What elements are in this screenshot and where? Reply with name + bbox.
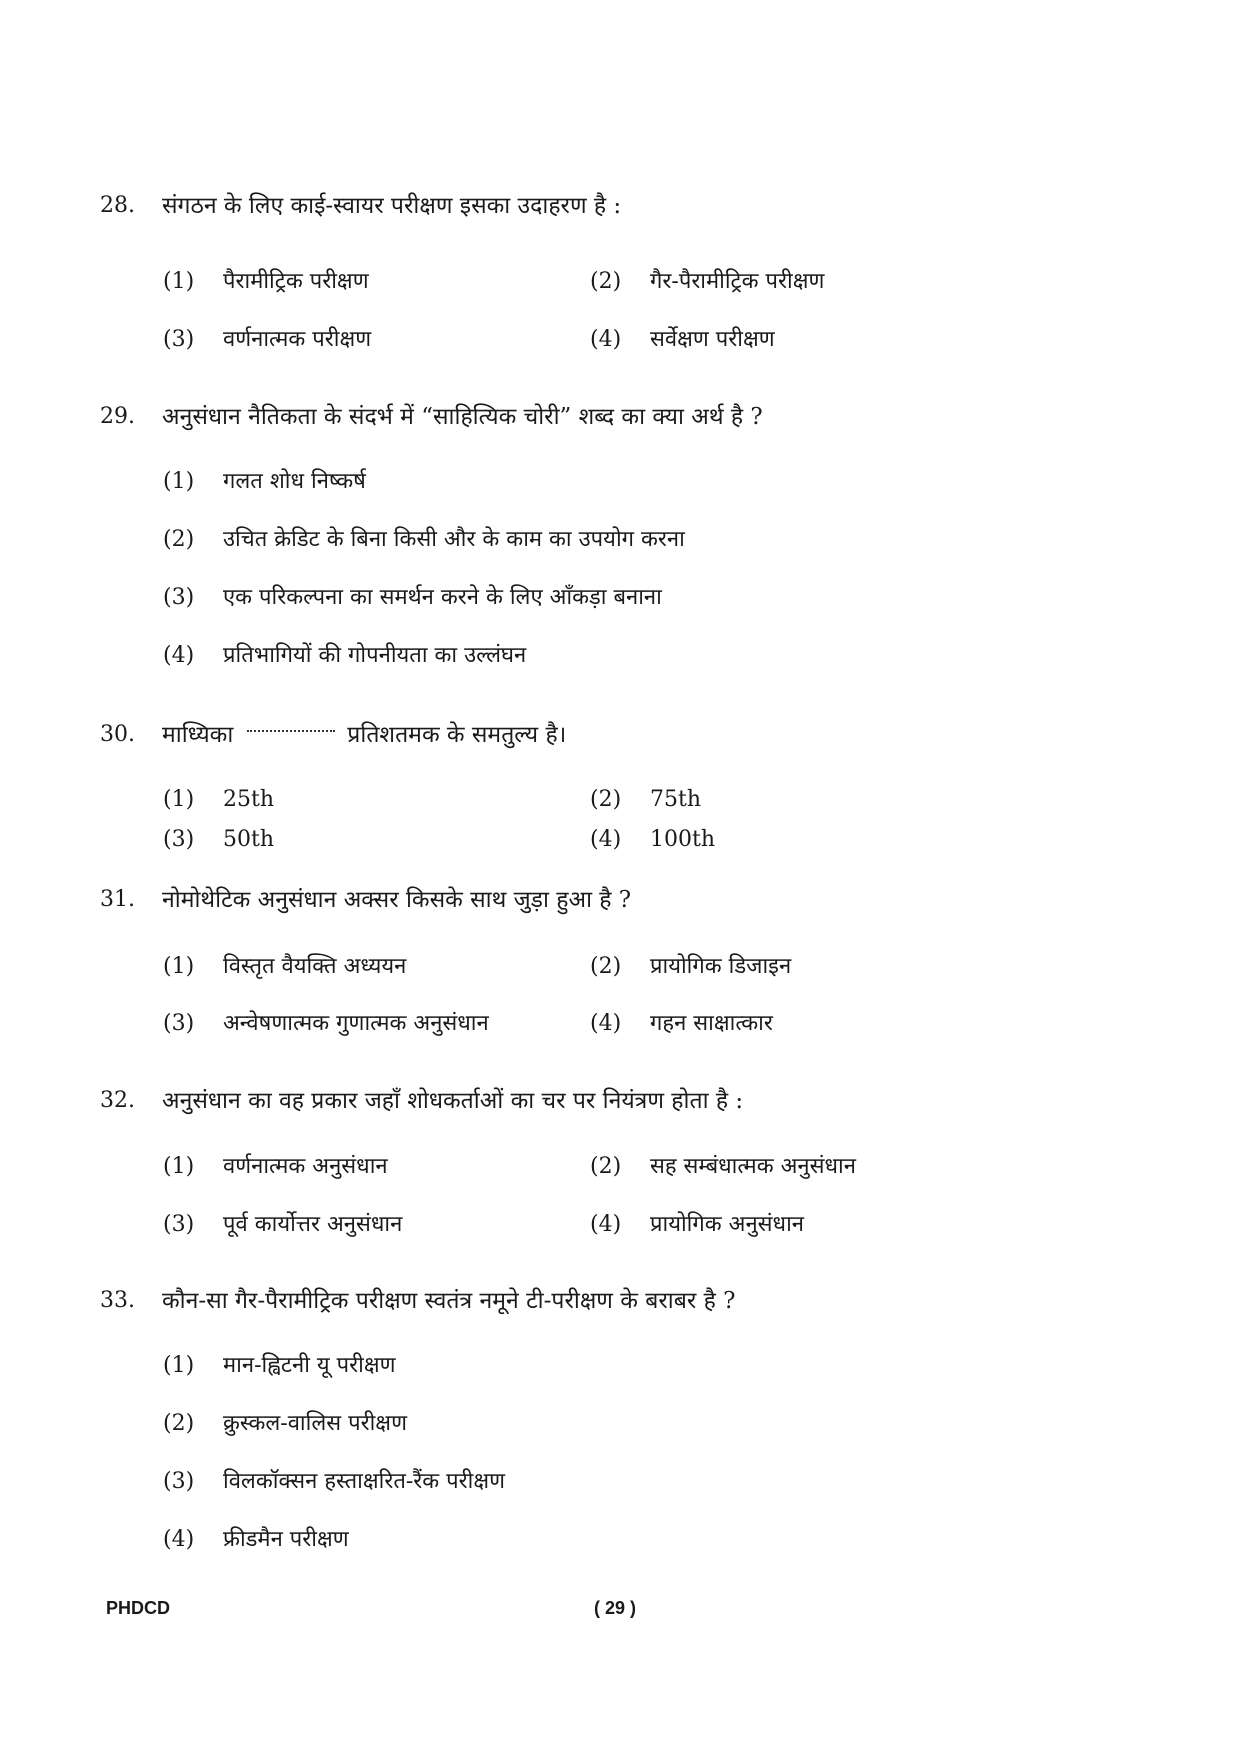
option-number: (1) [163, 1353, 195, 1378]
option[interactable] [163, 1151, 388, 1183]
option-text: वर्णनात्मक अनुसंधान [223, 1154, 388, 1179]
option[interactable] [163, 1209, 402, 1241]
option[interactable] [590, 784, 701, 816]
option-number: (4) [163, 643, 195, 668]
option-number: (3) [163, 1011, 195, 1036]
option[interactable] [163, 1524, 349, 1556]
option-number: (4) [163, 1527, 195, 1552]
option-number: (3) [163, 585, 195, 610]
option[interactable] [163, 824, 274, 856]
option[interactable] [590, 1209, 804, 1241]
option[interactable] [590, 1008, 773, 1040]
option-number: (2) [163, 1411, 195, 1436]
option-text: गैर-पैरामीट्रिक परीक्षण [650, 269, 825, 294]
question-number: 30. [100, 722, 135, 747]
option-text: 100th [650, 827, 716, 852]
option[interactable] [163, 784, 274, 816]
option-text: सर्वेक्षण परीक्षण [650, 327, 775, 352]
option-text: विलकॉक्सन हस्ताक्षरित-रैंक परीक्षण [223, 1469, 506, 1494]
option[interactable] [163, 582, 662, 614]
question-text: अनुसंधान नैतिकता के संदर्भ में “साहित्यिक चोरी” शब्द का क्या अर्थ है ? [162, 404, 763, 430]
option[interactable] [590, 324, 775, 356]
option-number: (1) [163, 269, 195, 294]
option[interactable] [590, 266, 824, 298]
question-text: संगठन के लिए काई-स्वायर परीक्षण इसका उदाहरण है : [162, 193, 622, 219]
option-number: (3) [163, 1212, 195, 1237]
option[interactable] [590, 951, 791, 983]
question-text [162, 719, 566, 751]
question-number: 28. [100, 193, 135, 218]
option-text: विस्तृत वैयक्ति अध्ययन [223, 954, 407, 979]
option-number: (3) [163, 827, 195, 852]
question-number: 33. [100, 1288, 135, 1313]
option[interactable] [163, 1466, 505, 1498]
option-text: एक परिकल्पना का समर्थन करने के लिए आँकड़ा बनाना [223, 585, 662, 610]
question-text-before-blank: माध्यिका [162, 722, 234, 748]
option-number: (4) [590, 1212, 622, 1237]
question-text: कौन-सा गैर-पैरामीट्रिक परीक्षण स्वतंत्र नमूने टी-परीक्षण के बराबर है ? [162, 1288, 736, 1314]
option-text: पैरामीट्रिक परीक्षण [223, 269, 369, 294]
question-number: 32. [100, 1088, 135, 1113]
option[interactable] [163, 266, 369, 298]
option[interactable] [163, 640, 526, 672]
option[interactable] [163, 951, 406, 983]
option[interactable] [163, 524, 685, 556]
paper-code: PHDCD [106, 1598, 171, 1618]
question-number: 29. [100, 404, 135, 429]
option-number: (1) [163, 1154, 195, 1179]
option[interactable] [163, 466, 366, 498]
option[interactable] [163, 324, 371, 356]
option-number: (3) [163, 1469, 195, 1494]
option[interactable] [590, 824, 715, 856]
option[interactable] [163, 1350, 396, 1382]
option[interactable] [163, 1408, 407, 1440]
option-number: (4) [590, 327, 622, 352]
option-text: पूर्व कार्योत्तर अनुसंधान [223, 1212, 403, 1237]
option-number: (4) [590, 1011, 622, 1036]
option-number: (4) [590, 827, 622, 852]
option-number: (2) [590, 1154, 622, 1179]
question-text: नोमोथेटिक अनुसंधान अक्सर किसके साथ जुड़ा हुआ है ? [162, 887, 632, 913]
option-text: 50th [223, 827, 275, 852]
option-number: (1) [163, 469, 195, 494]
question-number: 31. [100, 887, 135, 912]
option-text: मान-ह्विटनी यू परीक्षण [223, 1353, 396, 1378]
option-text: सह सम्बंधात्मक अनुसंधान [650, 1154, 856, 1179]
option-text: अन्वेषणात्मक गुणात्मक अनुसंधान [223, 1011, 489, 1036]
option-text: उचित क्रेडिट के बिना किसी और के काम का उपयोग करना [223, 527, 685, 552]
option-text: गलत शोध निष्कर्ष [223, 469, 366, 494]
page-number: ( 29 ) [594, 1598, 637, 1618]
fill-in-blank [247, 720, 335, 732]
option-text: क्रुस्कल-वालिस परीक्षण [223, 1411, 407, 1436]
option-number: (1) [163, 954, 195, 979]
option[interactable] [590, 1151, 856, 1183]
option-text: गहन साक्षात्कार [650, 1011, 773, 1036]
option-number: (2) [590, 269, 622, 294]
option-text: प्रायोगिक डिजाइन [650, 954, 792, 979]
option-number: (2) [163, 527, 195, 552]
option-text: वर्णनात्मक परीक्षण [223, 327, 372, 352]
option-text: फ्रीडमैन परीक्षण [223, 1527, 349, 1552]
option-text: प्रायोगिक अनुसंधान [650, 1212, 804, 1237]
option-number: (3) [163, 327, 195, 352]
question-text: अनुसंधान का वह प्रकार जहाँ शोधकर्ताओं का चर पर नियंत्रण होता है : [162, 1088, 744, 1114]
option-number: (2) [590, 954, 622, 979]
option-text: प्रतिभागियों की गोपनीयता का उल्लंघन [223, 643, 527, 668]
option-text: 25th [223, 787, 275, 812]
option-number: (2) [590, 787, 622, 812]
question-text-after-blank: प्रतिशतमक के समतुल्य है। [347, 722, 567, 748]
option-number: (1) [163, 787, 195, 812]
option[interactable] [163, 1008, 489, 1040]
option-text: 75th [650, 787, 702, 812]
